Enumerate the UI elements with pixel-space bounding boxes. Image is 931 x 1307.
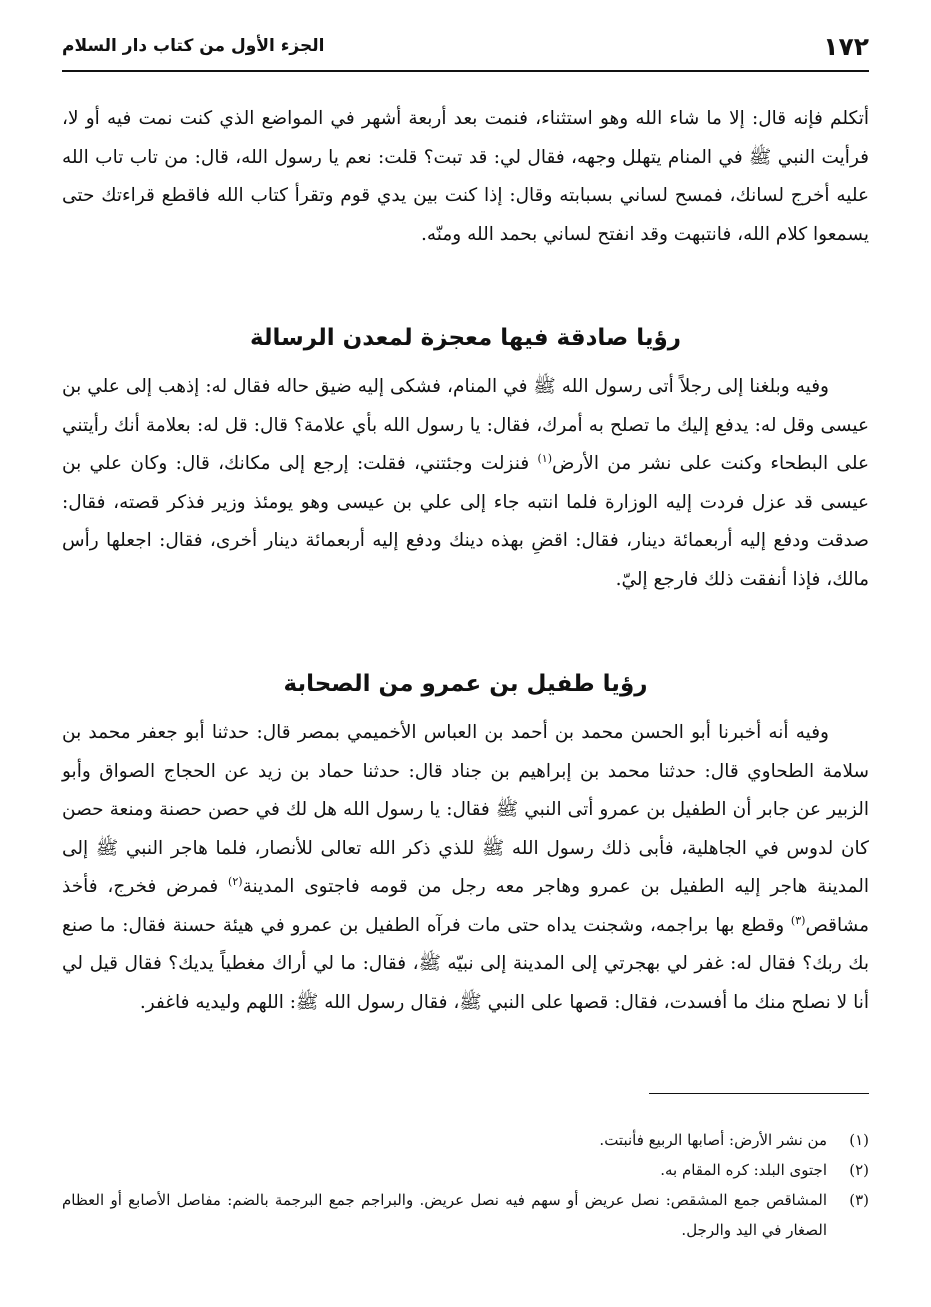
section-2-body <box>62 714 869 1022</box>
footnote-marker: (٣) <box>849 1191 869 1209</box>
page-number: ١٧٢ <box>823 32 869 61</box>
footnote-3 <box>62 1185 869 1245</box>
footnote-marker: (١) <box>849 1131 869 1149</box>
section-1-text-b: فنزلت وجئتني، فقلت: إرجع إلى مكانك، قال: وكان علي بن عيسى قد عزل فردت إليه الوزارة فلما انتبه جاء إلى علي بن عيسى وهو يومئذ وزير فذكر قصته، فقال: صدقت ودفع إليه أربعمائة دينار، فقال: اقضِ بهذه دينك ودفع إليه أربعمائة دينار أخرى، فقال: اجعلها رأس مالك، فإذا أنفقت ذلك فارجع إليّ. <box>62 453 869 590</box>
section-1-text-a: وفيه وبلغنا إلى رجلاً أتى رسول الله ﷺ في المنام، فشكى إليه ضيق حاله فقال له: إذهب إلى علي بن عيسى وقل له: يدفع إليك ما تصلح به أمرك، فقال: يا رسول الله بأي علامة؟ قال: قل له: بعلامة أنك رأيتني على البطحاء وكنت على نشر من الأرض <box>62 376 869 474</box>
footnote-ref-2: (٢) <box>228 874 243 888</box>
footnote-text: اجتوى البلد: كره المقام به. <box>660 1161 827 1179</box>
footnote-ref-1: (١) <box>537 451 552 465</box>
footnotes <box>62 1125 869 1245</box>
footnote-text: المشاقص جمع المشقص: نصل عريض أو سهم فيه نصل عريض. والبراجم جمع البرجمة بالضم: مفاصل الأصابع أو العظام الصغار في اليد والرجل. <box>62 1191 827 1239</box>
opening-paragraph: أتكلم فإنه قال: إلا ما شاء الله وهو استثناء، فنمت بعد أربعة أشهر في المواضع الذي كنت نمت فيه أو لا، فرأيت النبي ﷺ في المنام يتهلل وجهه، فقال لي: قد تبت؟ قلت: نعم يا رسول الله، قال: من تاب تاب الله عليه أخرج لسانك، فمسح لساني بسبابته وقال: إذا كنت بين يدي قوم وتقرأ كتاب الله فاقطع قراءتك حتى يسمعوا كلام الله، فانتبهت وقد انفتح لساني بحمد الله ومنّه. <box>62 108 869 245</box>
footnote-2 <box>62 1155 869 1185</box>
section-1-paragraph <box>62 368 869 599</box>
section-heading-2: رؤيا طفيل بن عمرو من الصحابة <box>283 671 648 697</box>
running-title: الجزء الأول من كتاب دار السلام <box>62 36 325 56</box>
page-header <box>62 30 869 72</box>
footnote-ref-3: (٣) <box>790 913 806 927</box>
section-2-text-a: وفيه أنه أخبرنا أبو الحسن محمد بن أحمد بن العباس الأخميمي بمصر قال: حدثنا أبو جعفر محمد بن سلامة الطحاوي قال: حدثنا محمد بن إبراهيم بن جناد قال: حدثنا حماد بن زيد عن الحجاج الصواق وأبو الزبير عن جابر أن الطفيل بن عمرو أتى النبي ﷺ فقال: يا رسول الله هل لك في حصن حصنة ومنعة حصن كان لدوس في الجاهلية، فأبى ذلك رسول الله ﷺ للذي ذكر الله تعالى للأنصار، فلما هاجر النبي ﷺ إلى المدينة هاجر إليه الطفيل بن عمرو وهاجر معه رجل من قومه فاجتوى المدينة <box>62 722 869 897</box>
section-heading-1: رؤيا صادقة فيها معجزة لمعدن الرسالة <box>249 325 682 351</box>
footnote-separator <box>649 1093 869 1094</box>
section-2-text-b: فمرض فخرج، فأخذ مشاقص <box>62 876 869 936</box>
section-2-paragraph <box>62 714 869 1022</box>
opening-paragraph-block <box>62 100 869 254</box>
footnote-marker: (٢) <box>849 1161 869 1179</box>
section-1-body <box>62 368 869 599</box>
footnote-1 <box>62 1125 869 1155</box>
section-2-text-c: وقطع بها براجمه، وشجنت يداه حتى مات فرآه الطفيل بن عمرو في هيئة حسنة فقال: ما صنع بك ربك؟ فقال له: غفر لي بهجرتي إلى المدينة إلى نبيّه ﷺ، فقال: ما لي أراك مغطياً يديك؟ فقال قيل لي أنا لا نصلح منك ما أفسدت، فقال: قصها على النبي ﷺ، فقال رسول الله ﷺ: اللهم وليديه فاغفر. <box>62 914 869 1013</box>
footnote-text: من نشر الأرض: أصابها الربيع فأنبتت. <box>599 1131 827 1149</box>
